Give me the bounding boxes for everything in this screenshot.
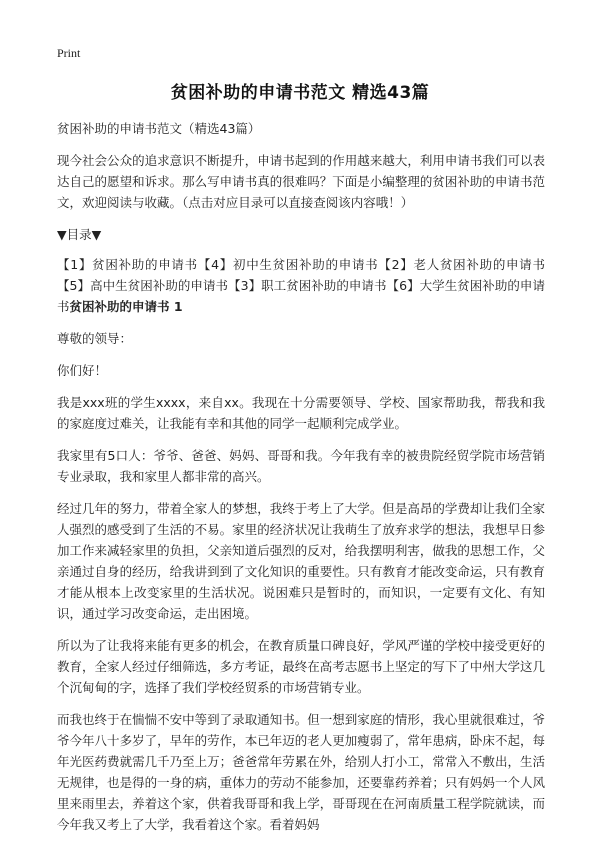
article-body bbox=[57, 118, 545, 846]
toc-item-4[interactable]: 【4】初中生贫困补助的申请书 bbox=[197, 257, 379, 272]
body-paragraph-5: 而我也终于在惴惴不安中等到了录取通知书。但一想到家庭的情形，我心里就很难过，爷爷今年八十多岁了，早年的劳作，本已年迈的老人更加瘦弱了，常年患病，卧床不起，每年光医药费就需几千乃至上万；爸爸常年劳累在外，给别人打小工，常常入不敷出，生活无规律，也是得的一身的病，重体力的劳动不能参加，还要靠药养着；只有妈妈一个人风里来雨里去，养着这个家，供着我哥哥和我上学，哥哥现在在河南质量工程学院就读，而今年我又考上了大学，我看着这个家。看着妈妈 bbox=[57, 712, 545, 832]
body-paragraph-1: 我是xxx班的学生xxxx，来自xx。我现在十分需要领导、学校、国家帮助我，帮我和我的家庭度过难关，让我能有幸和其他的同学一起顺利完成学业。 bbox=[57, 395, 545, 431]
body-paragraph-4: 所以为了让我将来能有更多的机会，在教育质量口碑良好，学风严谨的学校中接受更好的教育，全家人经过仔细筛选，多方考证，最终在高考志愿书上坚定的写下了中州大学这几个沉甸甸的字，选择了我们学校经贸系的市场营销专业。 bbox=[57, 638, 545, 695]
toc-heading: ▼目录▼ bbox=[57, 227, 102, 242]
table-of-contents bbox=[57, 254, 545, 317]
subtitle: 贫困补助的申请书范文（精选43篇） bbox=[57, 121, 261, 136]
body-paragraph-2: 我家里有5口人：爷爷、爸爸、妈妈、哥哥和我。今年我有幸的被贵院经贸学院市场营销专业录取，我和家里人都非常的高兴。 bbox=[57, 448, 545, 484]
print-link[interactable]: Print bbox=[57, 46, 81, 60]
toc-item-3[interactable]: 【3】职工贫困补助的申请书 bbox=[228, 278, 387, 293]
toc-item-5[interactable]: 【5】高中生贫困补助的申请书 bbox=[57, 278, 229, 293]
page-title: 贫困补助的申请书范文 精选43篇 bbox=[170, 83, 430, 103]
body-paragraph-3: 经过几年的努力，带着全家人的梦想，我终于考上了大学。但是高昂的学费却让我们全家人强烈的感受到了生活的不易。家里的经济状况让我萌生了放弃求学的想法，我想早日参加工作来减轻家里的负担，父亲知道后强烈的反对，给我摆明利害，做我的思想工作，父亲通过自身的经历，给我讲到到了文化知识的重要性。只有教育才能改变命运，只有教育才能从根本上改变家里的生活状况。说困难只是暂时的，而知识，一定要有文化、有知识，通过学习改变命运，走出困境。 bbox=[57, 501, 545, 621]
toc-item-6[interactable]: 【6】大学生贫困补助的申请书 bbox=[57, 278, 545, 314]
greeting: 你们好！ bbox=[57, 363, 108, 378]
section-title: 贫困补助的申请书 1 bbox=[69, 299, 183, 314]
intro-paragraph: 现今社会公众的追求意识不断提升，申请书起到的作用越来越大，利用申请书我们可以表达自己的愿望和诉求。那么写申请书真的很难吗？下面是小编整理的贫困补助的申请书范文，欢迎阅读与收藏。（点击对应目录可以直接查阅该内容哦！） bbox=[57, 153, 545, 210]
toc-item-2[interactable]: 【2】老人贫困补助的申请书 bbox=[378, 257, 545, 272]
toc-item-1[interactable]: 【1】贫困补助的申请书 bbox=[57, 257, 198, 272]
salutation: 尊敬的领导： bbox=[57, 331, 133, 346]
